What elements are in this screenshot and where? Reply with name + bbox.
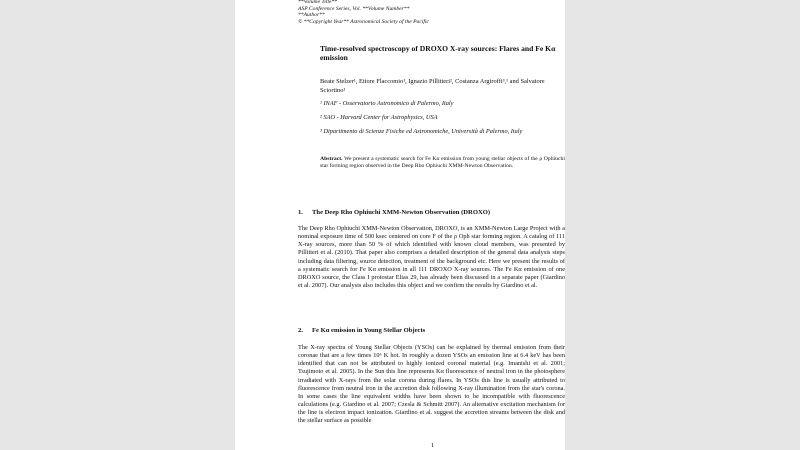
abstract-label: Abstract.	[320, 156, 343, 162]
section-1-title: The Deep Rho Ophiuchi XMM-Newton Observation (DROXO)	[312, 209, 491, 216]
author-placeholder: **Author**	[298, 12, 325, 19]
page-number: 1	[431, 442, 435, 449]
volume-header	[298, 0, 429, 25]
section-1-number: 1.	[298, 209, 303, 216]
section-1-heading	[298, 209, 565, 217]
affiliation-2: ² SAO - Harvard Center for Astrophysics, USA	[320, 114, 438, 121]
volume-title: **Volume Title**	[298, 0, 337, 5]
paper-title: Time-resolved spectroscopy of DROXO X-ray sources: Flares and Fe Kα emission	[320, 44, 556, 63]
section-2-body: The X-ray spectra of Young Stellar Objects (YSOs) can be explained by thermal emission from their coronae that are a few times 10⁶ K hot. In roughly a dozen YSOs an emission line at 6.4 keV has been identified that can not be attributed to highly ionized coronal material (e.g. Imanishi et al. 2001; Tsujimoto et al. 2005). In the Sun this line represents Kα fluorescence of neutral iron in the photosphere irradiated with X-rays from the solar corona during flares. In YSOs this line is usually attributed to fluorescence from neutral iron in the accretion disk following X-ray illumination from the star's corona. In some cases the line equivalent widths have been shown to be incompatible with fluorescence calculations (e.g. Giardino et al. 2007; Czesla & Schmitt 2007). An alternative excitation mechanism for the line is electron impact ionization. Giardino et al. suggest the accretion streams between the disk and the stellar surface as possible	[298, 344, 565, 425]
paper-page	[235, 0, 565, 450]
section-2-title: Fe Kα emission in Young Stellar Objects	[312, 327, 426, 334]
abstract-text: We present a systematic search for Fe Kα emission from young stellar objects of the ρ Ophiuchi star forming region observed in the Deep Rho Ophiuchi XMM-Newton Observation.	[320, 156, 565, 170]
section-1-body: The Deep Rho Ophiuchi XMM-Newton Observation, DROXO, is an XMM-Newton Large Project with a nominal exposure time of 500 ksec centered on core F of the ρ Oph star forming region. A catalog of 111 X-ray sources, more than 50 % of which identified with known cloud members, was presented by Pillitteri et al. (2010). That paper also comprises a detailed description of the general data analysis steps including data filtering, source detection, treatment of the background etc. Here we present the results of a systematic search for Fe Kα emission in all 111 DROXO X-ray sources. The Fe Kα emission of one DROXO source, the Class I protostar Elias 29, has already been discussed in a separate paper (Giardino et al. 2007). Our analysis also includes this object and we confirm the results by Giardino et al.	[298, 225, 565, 290]
affiliation-1: ¹ INAF - Osservatorio Astronomico di Palermo, Italy	[320, 100, 454, 107]
copyright-line: © **Copyright Year** Astronomical Society of the Pacific	[298, 18, 429, 25]
section-2-heading	[298, 327, 565, 335]
section-2-number: 2.	[298, 327, 303, 334]
author-list: Beate Stelzer¹, Ettore Flaccomio¹, Ignazio Pillitteri², Costanza Argiroffi³,¹ and Salvatore Sciortino¹	[320, 78, 545, 94]
conference-series: ASP Conference Series, Vol. **Volume Number**	[298, 5, 410, 12]
affiliation-3: ³ Dipartimento di Scienze Fisiche ed Astronomiche, Università di Palermo, Italy	[320, 128, 523, 135]
abstract	[320, 156, 565, 170]
